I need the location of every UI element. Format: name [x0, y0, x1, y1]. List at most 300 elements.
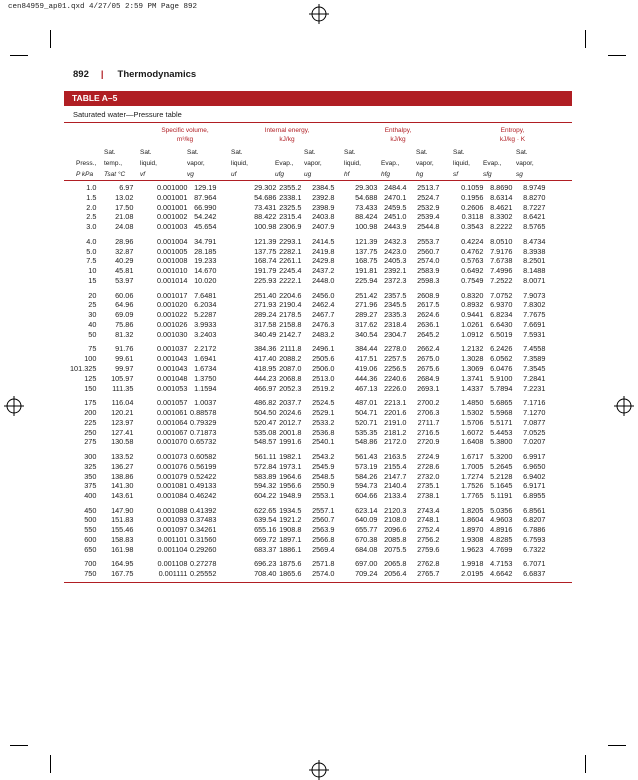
table-cell: 697.00: [355, 559, 378, 569]
table-cell: 1934.5: [279, 505, 302, 515]
table-cell: 8.9749: [523, 183, 546, 192]
table-row: [70, 408, 545, 418]
table-cell: 8.1488: [523, 266, 546, 276]
table-cell: 4.9603: [490, 515, 513, 525]
table-cell: 0.001037: [156, 344, 188, 354]
table-cell: 2178.5: [279, 310, 302, 320]
table-cell: 28.96: [115, 236, 134, 246]
table-cell: 10.020: [194, 275, 217, 285]
column-header-line: Sat.: [140, 149, 152, 156]
table-cell: 2574.0: [417, 256, 440, 266]
table-cell: 467.13: [355, 383, 378, 393]
column-header: [304, 147, 322, 180]
table-cell: 0.001061: [156, 407, 188, 417]
table-cell: 325: [84, 461, 97, 471]
table-cell: 2181.2: [384, 427, 407, 437]
table-row: [70, 203, 545, 213]
table-cell: 0.6492: [461, 266, 484, 276]
crop-mark: [608, 745, 626, 746]
table-cell: 4.8916: [490, 525, 513, 535]
registration-mark-icon: [309, 760, 329, 780]
table-cell: 548.57: [254, 437, 277, 447]
table-cell: 100.98: [254, 222, 277, 232]
column-header-line: Tsat °C: [104, 171, 126, 178]
table-cell: 7.2522: [490, 275, 513, 285]
table-cell: 0.001017: [156, 290, 188, 300]
table-cell: 2569.4: [312, 544, 335, 554]
table-cell: 600: [84, 535, 97, 545]
table-cell: 669.72: [254, 535, 277, 545]
table-cell: 1.7274: [461, 471, 484, 481]
table-cell: 7.8302: [523, 300, 546, 310]
table-cell: 486.82: [254, 398, 277, 408]
table-cell: 8.4621: [490, 202, 513, 212]
table-cell: 0.8320: [461, 290, 484, 300]
table-cell: 2443.9: [384, 222, 407, 232]
table-cell: 32.87: [115, 246, 134, 256]
table-row: [70, 515, 545, 525]
header-top-rule: [64, 122, 572, 123]
table-cell: 2392.1: [384, 266, 407, 276]
column-header-line: [275, 147, 293, 158]
table-cell: 251.40: [254, 290, 277, 300]
table-cell: 2278.0: [384, 344, 407, 354]
table-cell: 88.422: [254, 212, 277, 222]
table-cell: 6.9650: [523, 461, 546, 471]
table-cell: 2539.4: [417, 212, 440, 222]
table-cell: 2172.0: [384, 437, 407, 447]
column-header-line: Sat.: [453, 149, 465, 156]
table-row: [70, 437, 545, 447]
table-row: [70, 212, 545, 222]
table-cell: 2140.4: [384, 481, 407, 491]
table-cell: 2257.5: [384, 354, 407, 364]
column-header-line: liquid,: [231, 160, 248, 167]
table-cell: 4.7153: [490, 559, 513, 569]
table-cell: 289.24: [254, 310, 277, 320]
table-cell: 2675.0: [417, 354, 440, 364]
table-cell: 5.6865: [490, 398, 513, 408]
table-cell: 561.11: [254, 451, 277, 461]
table-cell: 0.65732: [190, 437, 217, 447]
table-cell: 1.5: [86, 192, 97, 202]
table-cell: 384.44: [355, 344, 378, 354]
table-cell: 0.9441: [461, 310, 484, 320]
table-cell: 0.001079: [156, 471, 188, 481]
table-cell: 0.001043: [156, 363, 188, 373]
table-cell: 161.98: [111, 544, 134, 554]
table-cell: 2456.0: [312, 290, 335, 300]
table-cell: 13.02: [115, 192, 134, 202]
table-row: [70, 344, 545, 354]
table-cell: 1.2132: [461, 344, 484, 354]
table-cell: 1.8604: [461, 515, 484, 525]
table-cell: 2024.6: [279, 407, 302, 417]
table-cell: 2574.0: [312, 569, 335, 579]
table-cell: 2338.1: [279, 192, 302, 202]
table-cell: 225: [84, 417, 97, 427]
group-quantity: Internal energy,: [264, 127, 310, 134]
table-cell: 1956.6: [279, 481, 302, 491]
table-cell: 271.96: [355, 300, 378, 310]
table-cell: 7.1270: [523, 407, 546, 417]
page-number: 892: [73, 69, 89, 80]
table-cell: 700: [84, 559, 97, 569]
table-cell: 1.0912: [461, 329, 484, 339]
table-cell: 2524.5: [312, 398, 335, 408]
table-cell: 1.1594: [194, 383, 217, 393]
table-cell: 2566.8: [312, 535, 335, 545]
table-cell: 0.001076: [156, 461, 188, 471]
table-cell: 99.97: [115, 363, 134, 373]
table-cell: 5.3200: [490, 451, 513, 461]
table-cell: 2459.5: [384, 202, 407, 212]
table-cell: 2735.1: [417, 481, 440, 491]
table-row: [70, 222, 545, 232]
column-header: [187, 147, 205, 180]
table-cell: 0.001001: [156, 192, 188, 202]
table-cell: 2075.5: [384, 544, 407, 554]
registration-mark-icon: [4, 396, 24, 416]
table-cell: 2158.8: [279, 319, 302, 329]
table-row: [70, 384, 545, 394]
table-cell: 5.3800: [490, 437, 513, 447]
table-cell: 2706.3: [417, 407, 440, 417]
column-header-line: hf: [344, 171, 350, 178]
table-title: TABLE A–5: [72, 93, 118, 103]
crop-mark: [608, 55, 626, 56]
table-cell: 0.001064: [156, 417, 188, 427]
table-cell: 21.08: [115, 212, 134, 222]
table-cell: 317.58: [254, 319, 277, 329]
table-cell: 2513.0: [312, 373, 335, 383]
table-cell: 2190.4: [279, 300, 302, 310]
table-row: [70, 237, 545, 247]
table-cell: 34.791: [194, 236, 217, 246]
running-head: [73, 69, 196, 80]
table-cell: 147.90: [111, 505, 134, 515]
table-cell: 317.62: [355, 319, 378, 329]
table-cell: 520.71: [355, 417, 378, 427]
table-cell: 2403.8: [312, 212, 335, 222]
table-cell: 520.47: [254, 417, 277, 427]
table-cell: 500: [84, 515, 97, 525]
table-cell: 5.5171: [490, 417, 513, 427]
table-cell: 8.0071: [523, 275, 546, 285]
table-cell: 7.7675: [523, 310, 546, 320]
table-cell: 45.654: [194, 222, 217, 232]
column-header-line: Sat.: [516, 149, 528, 156]
table-cell: 2519.2: [312, 383, 335, 393]
table-cell: 8.6421: [523, 212, 546, 222]
table-cell: 1964.6: [279, 471, 302, 481]
column-header-line: vg: [187, 171, 194, 178]
table-cell: 6.9171: [523, 481, 546, 491]
column-header-line: Sat.: [104, 149, 116, 156]
table-cell: 0.001008: [156, 256, 188, 266]
table-cell: 0.001026: [156, 319, 188, 329]
table-cell: 0.71873: [190, 427, 217, 437]
table-cell: 158.83: [111, 535, 134, 545]
table-cell: 2700.2: [417, 398, 440, 408]
table-cell: 2256.5: [384, 363, 407, 373]
table-cell: 1.6734: [194, 363, 217, 373]
table-cell: 2645.2: [417, 329, 440, 339]
column-header-line: Sat.: [304, 149, 316, 156]
table-cell: 650: [84, 544, 97, 554]
table-cell: 2467.7: [312, 310, 335, 320]
group-unit: kJ/kg: [279, 136, 295, 143]
table-cell: 0.001005: [156, 246, 188, 256]
column-header-line: Sat.: [231, 149, 243, 156]
table-cell: 2245.4: [279, 266, 302, 276]
table-cell: 2001.8: [279, 427, 302, 437]
table-row: [70, 193, 545, 203]
table-cell: 2762.8: [417, 559, 440, 569]
table-cell: 0.56199: [190, 461, 217, 471]
table-cell: 2163.5: [384, 451, 407, 461]
table-cell: 0.88578: [190, 407, 217, 417]
column-header-line: liquid,: [453, 160, 470, 167]
table-cell: 7.4996: [490, 266, 513, 276]
table-cell: 504.50: [254, 407, 277, 417]
table-cell: 2765.7: [417, 569, 440, 579]
table-cell: 2738.1: [417, 491, 440, 501]
table-cell: 6.2034: [194, 300, 217, 310]
table-cell: 2506.0: [312, 363, 335, 373]
table-cell: 1.7526: [461, 481, 484, 491]
table-cell: 60.06: [115, 290, 134, 300]
table-cell: 2423.0: [384, 246, 407, 256]
column-header-line: vapor,: [304, 160, 322, 167]
table-row: [70, 491, 545, 501]
table-cell: 0.1059: [461, 183, 484, 192]
table-cell: 2429.8: [312, 256, 335, 266]
table-cell: 54.688: [355, 192, 378, 202]
table-cell: 2306.9: [279, 222, 302, 232]
table-cell: 594.73: [355, 481, 378, 491]
table-cell: 143.61: [111, 491, 134, 501]
table-cell: 2732.0: [417, 471, 440, 481]
table-cell: 129.19: [194, 183, 217, 192]
table-cell: 1.7005: [461, 461, 484, 471]
table-cell: 0.37483: [190, 515, 217, 525]
table-cell: 127.41: [111, 427, 134, 437]
table-cell: 6.2426: [490, 344, 513, 354]
table-cell: 2065.8: [384, 559, 407, 569]
table-cell: 350: [84, 471, 97, 481]
table-cell: 120.21: [111, 407, 134, 417]
table-cell: 6.8561: [523, 505, 546, 515]
table-cell: 604.22: [254, 491, 277, 501]
column-header-line: liquid,: [140, 160, 157, 167]
table-cell: 2304.7: [384, 329, 407, 339]
table-cell: 40.29: [115, 256, 134, 266]
table-cell: 1865.6: [279, 569, 302, 579]
table-cell: 0.4224: [461, 236, 484, 246]
table-cell: 2532.9: [417, 202, 440, 212]
table-cell: 0.001002: [156, 212, 188, 222]
table-cell: 8.3938: [523, 246, 546, 256]
table-cell: 2.2172: [194, 344, 217, 354]
table-cell: 1.3741: [461, 373, 484, 383]
table-cell: 1.8970: [461, 525, 484, 535]
table-cell: 400: [84, 491, 97, 501]
table-cell: 2068.8: [279, 373, 302, 383]
table-cell: 1.7765: [461, 491, 484, 501]
table-cell: 225.94: [355, 275, 378, 285]
table-cell: 7.5931: [523, 329, 546, 339]
table-cell: 64.96: [115, 300, 134, 310]
column-header-line: Evap.,: [275, 160, 294, 167]
column-header-line: sfg: [483, 171, 492, 178]
table-cell: 670.38: [355, 535, 378, 545]
column-header-line: ufg: [275, 171, 285, 178]
table-cell: 6.5019: [490, 329, 513, 339]
table-row: [70, 354, 545, 364]
table-row: [70, 428, 545, 438]
table-cell: 1.5302: [461, 407, 484, 417]
table-cell: 175: [84, 398, 97, 408]
table-cell: 640.09: [355, 515, 378, 525]
table-cell: 0.001084: [156, 491, 188, 501]
table-cell: 7.9176: [490, 246, 513, 256]
table-cell: 73.431: [254, 202, 277, 212]
table-cell: 2407.9: [312, 222, 335, 232]
table-cell: 2553.1: [312, 491, 335, 501]
table-title-banner: [64, 91, 572, 106]
table-cell: 1.4850: [461, 398, 484, 408]
table-cell: 417.51: [355, 354, 378, 364]
table-cell: 5.2128: [490, 471, 513, 481]
table-cell: 5.1191: [490, 491, 513, 501]
table-cell: 0.7549: [461, 275, 484, 285]
table-cell: 2684.9: [417, 373, 440, 383]
table-cell: 0.001030: [156, 329, 188, 339]
table-cell: 87.964: [194, 192, 217, 202]
table-cell: 0.001043: [156, 354, 188, 364]
table-cell: 2756.2: [417, 535, 440, 545]
table-cell: 2120.3: [384, 505, 407, 515]
table-row: [70, 364, 545, 374]
table-cell: 1897.1: [279, 535, 302, 545]
crop-mark: [585, 30, 586, 48]
table-row: [70, 398, 545, 408]
table-cell: 1875.6: [279, 559, 302, 569]
table-cell: 2315.4: [279, 212, 302, 222]
table-cell: 73.433: [355, 202, 378, 212]
table-cell: 151.83: [111, 515, 134, 525]
group-unit: kJ/kg: [390, 136, 406, 143]
table-cell: 2384.5: [312, 183, 335, 192]
table-cell: 696.23: [254, 559, 277, 569]
table-cell: 2432.3: [384, 236, 407, 246]
table-cell: 2213.1: [384, 398, 407, 408]
table-cell: 137.75: [355, 246, 378, 256]
table-cell: 2318.4: [384, 319, 407, 329]
table-cell: 40: [88, 319, 97, 329]
table-cell: 1.4337: [461, 383, 484, 393]
table-cell: 0.001053: [156, 383, 188, 393]
table-cell: 6.6430: [490, 319, 513, 329]
table-cell: 69.09: [115, 310, 134, 320]
table-cell: 1.8205: [461, 505, 484, 515]
table-row: [70, 256, 545, 266]
table-cell: 7.0207: [523, 437, 546, 447]
table-cell: 6.9917: [523, 451, 546, 461]
table-cell: 2560.7: [417, 246, 440, 256]
table-row: [70, 535, 545, 545]
table-cell: 105.97: [111, 373, 134, 383]
table-cell: 8.8270: [523, 192, 546, 202]
column-header-line: hfg: [381, 171, 391, 178]
table-cell: 24.08: [115, 222, 134, 232]
table-cell: 5.5968: [490, 407, 513, 417]
table-cell: 2111.8: [280, 344, 302, 354]
table-cell: 2716.5: [417, 427, 440, 437]
table-cell: 444.23: [254, 373, 277, 383]
table-cell: 7.2841: [523, 373, 546, 383]
table-cell: 450: [84, 505, 97, 515]
table-cell: 3.9933: [194, 319, 217, 329]
table-cell: 2476.3: [312, 319, 335, 329]
table-cell: 7.0877: [523, 417, 546, 427]
table-cell: 2636.1: [417, 319, 440, 329]
table-cell: 1908.8: [279, 525, 302, 535]
column-header: [104, 147, 125, 180]
group-quantity: Specific volume,: [161, 127, 209, 134]
table-cell: 7.4558: [523, 344, 546, 354]
table-cell: 99.61: [115, 354, 134, 364]
table-cell: 5.1645: [490, 481, 513, 491]
table-cell: 8.3302: [490, 212, 513, 222]
table-cell: 2414.5: [312, 236, 335, 246]
table-cell: 5.9100: [490, 373, 513, 383]
table-cell: 2505.6: [312, 354, 335, 364]
crop-mark: [10, 745, 28, 746]
table-cell: 0.5763: [461, 256, 484, 266]
table-cell: 17.50: [115, 202, 134, 212]
table-cell: 133.52: [111, 451, 134, 461]
table-cell: 0.27278: [190, 559, 217, 569]
table-cell: 1.5706: [461, 417, 484, 427]
table-cell: 7.6691: [523, 319, 546, 329]
group-unit: m³/kg: [176, 136, 194, 143]
column-header-line: Press.,: [76, 160, 97, 167]
table-cell: 573.19: [355, 461, 378, 471]
table-cell: 5.0: [86, 246, 97, 256]
table-cell: 419.06: [355, 363, 378, 373]
table-cell: 2560.7: [312, 515, 335, 525]
table-cell: 1.9308: [461, 535, 484, 545]
table-cell: 155.46: [111, 525, 134, 535]
column-header-line: [381, 147, 399, 158]
table-cell: 604.66: [355, 491, 378, 501]
table-cell: 5.2287: [194, 310, 217, 320]
group-unit: kJ/kg · K: [499, 136, 526, 143]
table-cell: 0.8932: [461, 300, 484, 310]
table-cell: 2462.4: [312, 300, 335, 310]
table-cell: 7.3545: [523, 363, 546, 373]
table-cell: 1948.9: [279, 491, 302, 501]
table-cell: 2096.6: [384, 525, 407, 535]
table-cell: 0.001104: [157, 544, 188, 554]
table-cell: 6.8955: [523, 491, 546, 501]
table-cell: 289.27: [355, 310, 378, 320]
column-header-line: Evap.,: [381, 160, 400, 167]
table-cell: 2598.3: [417, 275, 440, 285]
table-cell: 2533.2: [312, 417, 335, 427]
